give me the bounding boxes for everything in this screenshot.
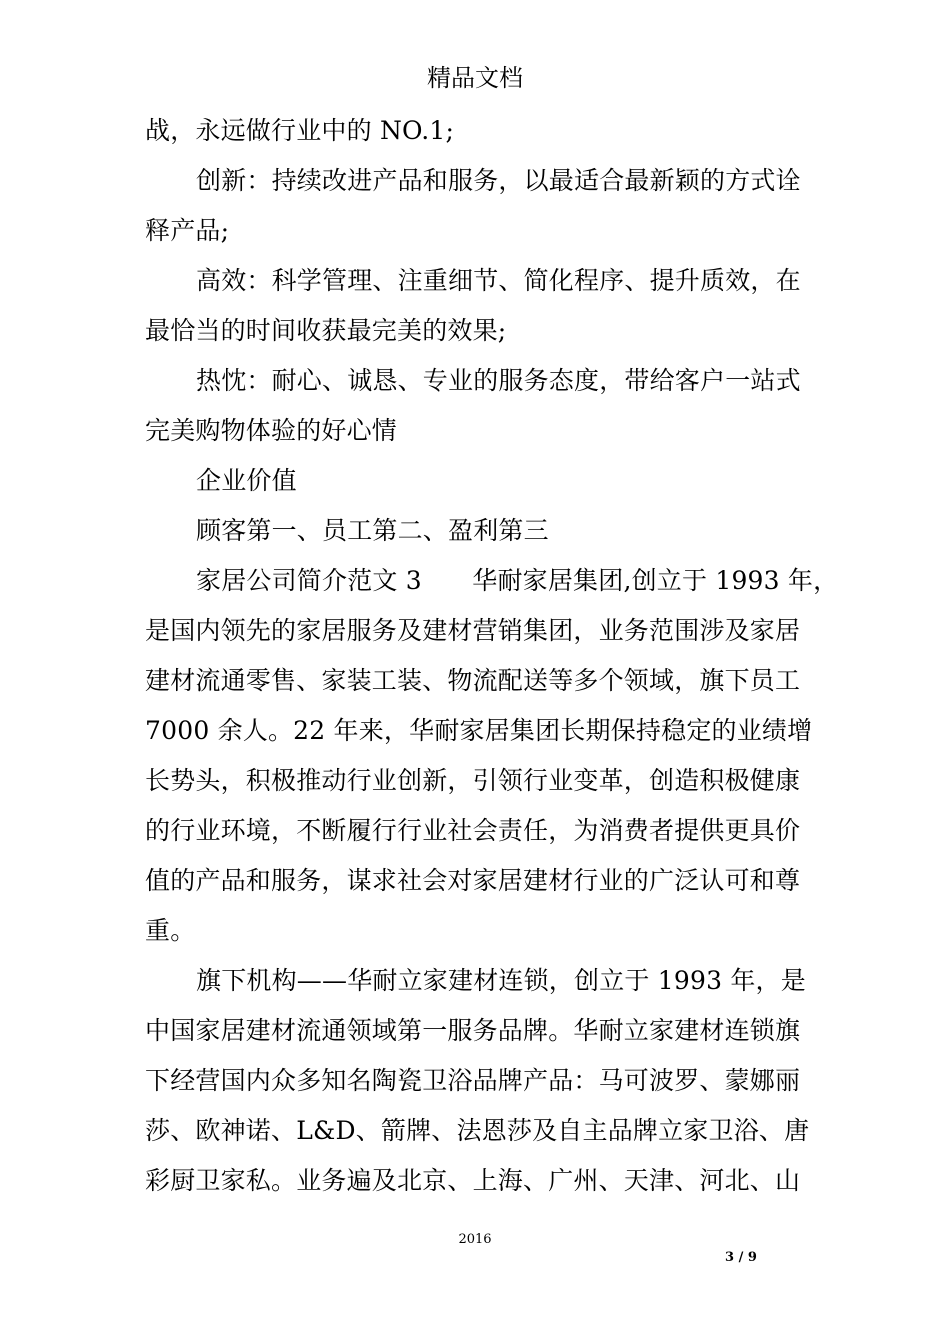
body-line-10: 家居公司简介范文 3 华耐家居集团,创立于 1993 年， [196, 566, 839, 595]
section-heading-enterprise-value: 企业价值 [196, 466, 297, 495]
body-line-11: 是国内领先的家居服务及建材营销集团，业务范围涉及家居 [145, 616, 801, 645]
body-line-22: 彩厨卫家私。业务遍及北京、上海、广州、天津、河北、山 [145, 1166, 801, 1195]
body-line-17: 重。 [145, 916, 196, 945]
body-line-7: 完美购物体验的好心情 [145, 416, 398, 445]
document-header-title: 精品文档 [427, 64, 523, 92]
body-line-9: 顾客第一、员工第二、盈利第三 [196, 516, 549, 545]
body-line-19: 中国家居建材流通领域第一服务品牌。华耐立家建材连锁旗 [145, 1016, 801, 1045]
body-line-2: 创新：持续改进产品和服务，以最适合最新颖的方式诠 [196, 166, 801, 195]
body-line-1: 战，永远做行业中的 NO.1; [145, 116, 455, 145]
body-line-4: 高效：科学管理、注重细节、简化程序、提升质效，在 [196, 266, 801, 295]
body-line-20: 下经营国内众多知名陶瓷卫浴品牌产品：马可波罗、蒙娜丽 [145, 1066, 801, 1095]
body-line-5: 最恰当的时间收获最完美的效果; [145, 316, 507, 345]
page-number: 3 / 9 [725, 1250, 757, 1265]
body-line-3: 释产品; [145, 216, 230, 245]
body-line-6: 热忱：耐心、诚恳、专业的服务态度，带给客户一站式 [196, 366, 801, 395]
footer-year: 2016 [458, 1232, 492, 1247]
body-line-15: 的行业环境，不断履行行业社会责任，为消费者提供更具价 [145, 816, 801, 845]
body-line-18: 旗下机构——华耐立家建材连锁，创立于 1993 年，是 [196, 966, 806, 995]
body-line-16: 值的产品和服务，谋求社会对家居建材行业的广泛认可和尊 [145, 866, 801, 895]
body-line-12: 建材流通零售、家装工装、物流配送等多个领域，旗下员工 [145, 666, 801, 695]
body-line-21: 莎、欧神诺、L&D、箭牌、法恩莎及自主品牌立家卫浴、唐 [145, 1116, 810, 1145]
body-line-14: 长势头，积极推动行业创新，引领行业变革，创造积极健康 [145, 766, 801, 795]
body-line-13: 7000 余人。22 年来，华耐家居集团长期保持稳定的业绩增 [145, 716, 813, 745]
